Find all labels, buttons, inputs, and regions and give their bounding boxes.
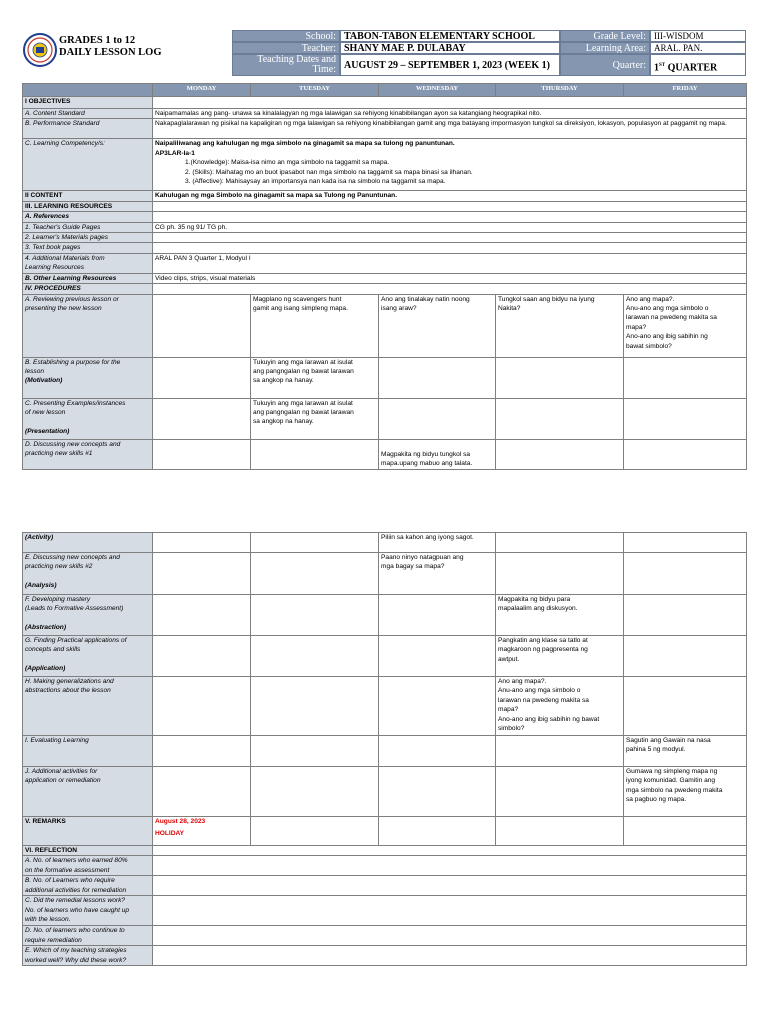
line: require remediation: [25, 936, 82, 944]
line: No. of learners who have caught up: [25, 906, 130, 914]
procedure-a-tuesday: [251, 294, 379, 357]
line: E. Which of my teaching strategies: [25, 947, 127, 955]
procedure-c-friday: [624, 398, 747, 439]
procedure-i-monday: [153, 736, 251, 767]
line: Anu-ano ang mga simbolo o: [626, 305, 709, 313]
day-wednesday: WEDNESDAY: [379, 84, 496, 97]
procedure-i-thursday: [496, 736, 624, 767]
procedure-a-wednesday: [379, 294, 496, 357]
procedure-g-row: [23, 636, 747, 677]
procedure-b-tuesday: [251, 357, 379, 398]
procedure-h-row: [23, 677, 747, 736]
reflection-a-value: [153, 856, 747, 876]
remarks-label: V. REMARKS: [23, 817, 153, 846]
textbook-blank: [153, 243, 747, 253]
grade-label: Grade Level:: [560, 30, 650, 42]
quarter-number: 1: [654, 62, 659, 74]
procedure-f-tuesday: [251, 595, 379, 636]
procedure-d-friday: [624, 439, 747, 469]
reflection-b-value: [153, 876, 747, 896]
procedure-b-label: [23, 357, 153, 398]
grade-value: III-WISDOM: [650, 30, 746, 42]
line: Ano ang tinalakay natin noong: [381, 295, 470, 303]
line: with the lesson.: [25, 916, 71, 924]
procedure-d-tuesday: [251, 439, 379, 469]
reflection-a-row: [23, 856, 747, 876]
procedure-c-monday: [153, 398, 251, 439]
school-label: School:: [232, 30, 340, 42]
procedure-g-wednesday: [379, 636, 496, 677]
line: concepts and skills: [25, 646, 81, 654]
procedure-b-monday: [153, 357, 251, 398]
procedure-d-monday: [153, 439, 251, 469]
procedure-b-wednesday: [379, 357, 496, 398]
reflection-heading: VI. REFLECTION: [23, 846, 153, 856]
lm-label: 2. Learner's Materials pages: [23, 233, 153, 243]
activity-thursday: [496, 533, 624, 553]
procedure-b-friday: [624, 357, 747, 398]
procedure-c-label: [23, 398, 153, 439]
line: Anu-ano ang mga simbolo o: [498, 687, 581, 695]
line: ang pangngalan ng bawat larawan: [253, 368, 354, 376]
line: D. Discussing new concepts and: [25, 440, 121, 448]
teacher-label: Teacher:: [232, 42, 340, 54]
procedure-f-thursday: [496, 595, 624, 636]
reflection-heading-blank: [153, 846, 747, 856]
line: Magplano ng scavengers hunt: [253, 295, 342, 303]
resources-heading: III. LEARNING RESOURCES: [23, 201, 153, 211]
procedure-c-row: [23, 398, 747, 439]
line: B. Establishing a purpose for the: [25, 358, 121, 366]
line: on the formative assessment: [25, 866, 110, 874]
line: abstractions about the lesson: [25, 687, 111, 695]
line: Ano ang mapa?.: [498, 678, 547, 685]
reflection-a-label: [23, 856, 153, 876]
references-label: A. References: [23, 212, 153, 222]
procedure-i-wednesday: [379, 736, 496, 767]
resources-heading-blank: [153, 201, 747, 211]
competency-row: [23, 139, 747, 191]
procedure-f-label: [23, 595, 153, 636]
line: (Presentation): [25, 427, 70, 435]
line: Pangkatin ang klase sa tatlo at: [498, 637, 588, 644]
procedure-g-tuesday: [251, 636, 379, 677]
activity-friday: [624, 533, 747, 553]
dates-label-line-1: Teaching Dates and: [257, 54, 336, 65]
procedure-e-monday: [153, 553, 251, 595]
line: bawat simbolo?: [626, 342, 672, 350]
competency-knowledge: 1.(Knowledge): Maisa-isa nimo an mga simbolo na taggamit sa mapa.: [185, 159, 390, 167]
other-resources-value: Video clips, strips, visual materials: [153, 273, 747, 283]
lesson-log-table-page-1: [22, 83, 747, 470]
procedure-g-thursday: [496, 636, 624, 677]
additional-materials-row: [23, 253, 747, 273]
procedure-a-label: [23, 294, 153, 357]
line: Gumawa ng simpleng mapa ng: [626, 768, 718, 775]
reflection-b-row: [23, 876, 747, 896]
area-value: ARAL. PAN.: [650, 42, 746, 54]
procedure-h-tuesday: [251, 677, 379, 736]
log-title: [59, 35, 162, 59]
procedure-b-row: [23, 357, 747, 398]
line: isang araw?: [381, 305, 417, 313]
line: Magpakita ng bidyu para: [498, 596, 571, 603]
line: larawan na pwedeng makita sa: [626, 314, 717, 322]
reflection-b-label: [23, 876, 153, 896]
content-row: [23, 191, 747, 201]
performance-standard-value: Nakapaglalarawan ng pisikal na kapaligiran ng mga lalawigan sa rehiyong kinabibilangan gamit ang mga batayang impormasyon tungkol sa direksiyon, lokasyon, populasyon at paggamit ng mapa.: [153, 119, 747, 139]
procedure-d-label: [23, 439, 153, 469]
reflection-e-label: [23, 946, 153, 966]
line: larawan na pwedeng makita sa: [498, 696, 589, 704]
procedure-h-monday: [153, 677, 251, 736]
procedure-f-monday: [153, 595, 251, 636]
line: (Application): [25, 665, 66, 673]
tg-row: [23, 222, 747, 232]
line: ang pangngalan ng bawat larawan: [253, 409, 354, 417]
days-corner: [23, 84, 153, 97]
procedure-i-friday: [624, 736, 747, 767]
line: G. Finding Practical applications of: [25, 637, 127, 644]
objectives-heading: I OBJECTIVES: [23, 97, 153, 109]
procedure-e-thursday: [496, 553, 624, 595]
competency-affective: 3. (Affective): Mahisaysay an importansya nan kada isa na simbolo na taggamit sa mapa.: [185, 178, 446, 186]
area-label: Learning Area:: [560, 42, 650, 54]
lm-blank: [153, 233, 747, 243]
holiday-date: August 28, 2023: [155, 818, 206, 825]
line: Ano-ano ang ibig sabihin ng: [626, 333, 708, 341]
line: Tungkol saan ang bidyu na iyung: [498, 295, 595, 303]
day-tuesday: TUESDAY: [251, 84, 379, 97]
remarks-tuesday: [251, 817, 379, 846]
procedure-f-row: [23, 595, 747, 636]
dll-header: [22, 29, 746, 77]
remarks-row: [23, 817, 747, 846]
content-standard-value: Naipamamalas ang pang- unawa sa kinalalagyan ng mga lalawigan sa rehiyong kinabibilangan ayon sa katangiang heograpikal nito.: [153, 109, 747, 119]
procedure-e-row: [23, 553, 747, 595]
procedure-e-label: [23, 553, 153, 595]
reflection-c-row: [23, 896, 747, 926]
competency-code: AP3LAR-Ia-1: [155, 149, 195, 157]
other-resources-label: B. Other Learning Resources: [23, 273, 153, 283]
activity-monday: [153, 533, 251, 553]
procedure-a-label-1: A. Reviewing previous lesson or: [25, 295, 119, 303]
line: C. Did the remedial lessons work?: [25, 897, 126, 905]
line: sa pagbuo ng mapa.: [626, 796, 687, 804]
quarter-label: Quarter:: [560, 54, 650, 76]
tg-value: CG ph. 35 ng 91/ TG ph.: [153, 222, 747, 232]
line: mapa?: [498, 706, 519, 714]
tg-label: 1. Teacher's Guide Pages: [23, 222, 153, 232]
quarter-suffix: ST: [659, 63, 666, 68]
activity-tuesday: [251, 533, 379, 553]
performance-standard-label: B. Performance Standard: [23, 119, 153, 139]
additional-label-line-2: Learning Resources: [25, 264, 85, 272]
line: mapalaalim ang diskusyon.: [498, 605, 578, 613]
line: J. Additional activities for: [25, 768, 98, 775]
line: F. Developing mastery: [25, 596, 91, 603]
days-row: [23, 84, 747, 97]
procedure-j-label: [23, 767, 153, 817]
procedure-e-tuesday: [251, 553, 379, 595]
line: additional activities for remediation: [25, 886, 127, 894]
procedure-h-wednesday: [379, 677, 496, 736]
line: Nakita?: [498, 305, 521, 313]
quarter-value: [650, 54, 746, 76]
performance-standard-row: [23, 119, 747, 139]
lm-row: [23, 233, 747, 243]
additional-label-line-1: 4. Additional Materials from: [25, 254, 105, 262]
competency-skills: 2. (Skills): Maihatag mo an buot ipasabot nan mga simbolo na taggamit sa mapa binasi sa ilhanan.: [185, 168, 473, 176]
dates-label-line-2: Time:: [312, 64, 336, 75]
procedure-j-row: [23, 767, 747, 817]
procedures-heading-blank: [153, 284, 747, 294]
reflection-c-label: [23, 896, 153, 926]
procedure-b-thursday: [496, 357, 624, 398]
line: Ano ang mapa?.: [626, 295, 675, 303]
objectives-heading-blank: [153, 97, 747, 109]
line: Tukuyin ang mga larawan at isulat: [253, 358, 353, 366]
day-thursday: THURSDAY: [496, 84, 624, 97]
references-row: [23, 212, 747, 222]
line: D. No. of learners who continue to: [25, 927, 125, 935]
procedure-f-friday: [624, 595, 747, 636]
procedure-d-wednesday: [379, 439, 496, 469]
line: mga bagay sa mapa?: [381, 563, 445, 571]
procedures-heading: IV. PROCEDURES: [23, 284, 153, 294]
day-monday: MONDAY: [153, 84, 251, 97]
line: B. No. of Learners who require: [25, 877, 115, 885]
line: (Abstraction): [25, 624, 67, 632]
line: mga simbolo na pwedeng makita: [626, 786, 723, 794]
reflection-heading-row: [23, 846, 747, 856]
dates-value: AUGUST 29 – SEPTEMBER 1, 2023 (WEEK 1): [340, 54, 560, 76]
reflection-d-label: [23, 926, 153, 946]
content-standard-label: A. Content Standard: [23, 109, 153, 119]
procedures-heading-row: [23, 284, 747, 294]
remarks-wednesday: [379, 817, 496, 846]
line: mapa.upang mabuo ang talata.: [381, 460, 473, 468]
textbook-label: 3. Text book pages: [23, 243, 153, 253]
remarks-thursday: [496, 817, 624, 846]
line: awtput.: [498, 655, 520, 663]
reflection-e-value: [153, 946, 747, 966]
line: E. Discussing new concepts and: [25, 554, 120, 561]
procedure-j-monday: [153, 767, 251, 817]
procedure-d-row: [23, 439, 747, 469]
line: (Motivation): [25, 377, 63, 385]
procedure-h-thursday: [496, 677, 624, 736]
procedure-j-wednesday: [379, 767, 496, 817]
procedure-e-wednesday: [379, 553, 496, 595]
line: (Analysis): [25, 582, 57, 590]
line: Paano ninyo natagpuan ang: [381, 554, 464, 561]
textbook-row: [23, 243, 747, 253]
activity-label: (Activity): [23, 533, 153, 553]
competency-label: C. Learning Competency/s:: [23, 139, 153, 191]
procedure-h-friday: [624, 677, 747, 736]
content-value: Kahulugan ng mga Simbolo na ginagamit sa mapa sa Tulong ng Panuntunan.: [153, 191, 747, 201]
line: practicing new skills #1: [25, 450, 93, 458]
procedure-a-friday: [624, 294, 747, 357]
procedure-h-label: [23, 677, 153, 736]
procedure-i-tuesday: [251, 736, 379, 767]
day-friday: FRIDAY: [624, 84, 747, 97]
line: of new lesson: [25, 409, 66, 417]
holiday-label: HOLIDAY: [155, 830, 185, 838]
line: A. No. of learners who earned 80%: [25, 857, 128, 865]
objectives-heading-row: [23, 97, 747, 109]
line: Ano-ano ang ibig sabihin ng bawat: [498, 715, 600, 723]
procedure-f-wednesday: [379, 595, 496, 636]
line: iyong komunidad. Gamitin ang: [626, 777, 716, 785]
procedure-i-row: [23, 736, 747, 767]
lesson-log-table-page-2: [22, 532, 747, 966]
procedure-a-thursday: [496, 294, 624, 357]
procedure-j-friday: [624, 767, 747, 817]
references-blank: [153, 212, 747, 222]
procedure-a-label-2: presenting the new lesson: [25, 305, 102, 313]
content-standard-row: [23, 109, 747, 119]
procedure-a-monday: [153, 294, 251, 357]
additional-materials-label: [23, 253, 153, 273]
line: practicing new skills #2: [25, 563, 93, 571]
procedure-c-wednesday: [379, 398, 496, 439]
line: application or remediation: [25, 777, 101, 785]
line: worked well? Why did these work?: [25, 956, 127, 964]
activity-row: [23, 533, 747, 553]
line: Magpakita ng bidyu tungkol sa: [381, 450, 471, 458]
line: sa angkop na hanay.: [253, 377, 314, 385]
title-line-1: GRADES 1 to 12: [59, 35, 136, 46]
procedure-j-tuesday: [251, 767, 379, 817]
line: sa angkop na hanay.: [253, 418, 314, 426]
procedure-c-thursday: [496, 398, 624, 439]
line: Sagutin ang Gawain na nasa: [626, 737, 711, 744]
line: gamit ang isang simpleng mapa.: [253, 305, 348, 313]
reflection-c-value: [153, 896, 747, 926]
activity-wednesday: Piliin sa kahon ang iyong sagot.: [379, 533, 496, 553]
line: magkaroon ng pagpresenta ng: [498, 646, 588, 654]
title-line-2: DAILY LESSON LOG: [59, 47, 162, 58]
procedure-c-tuesday: [251, 398, 379, 439]
procedure-g-monday: [153, 636, 251, 677]
competency-main: Naipaliliwanag ang kahulugan ng mga simbolo na ginagamit sa mapa sa tulong ng panuntunan.: [155, 140, 455, 148]
line: lesson: [25, 368, 45, 376]
content-heading: II CONTENT: [23, 191, 153, 201]
line: H. Making generalizations and: [25, 678, 114, 685]
procedure-d-thursday: [496, 439, 624, 469]
line: (Leads to Formative Assessment): [25, 605, 124, 613]
resources-heading-row: [23, 201, 747, 211]
school-value: TABON-TABON ELEMENTARY SCHOOL: [340, 30, 560, 42]
reflection-d-row: [23, 926, 747, 946]
procedure-i-label: I. Evaluating Learning: [23, 736, 153, 767]
procedure-a-row: [23, 294, 747, 357]
quarter-text: QUARTER: [665, 62, 718, 74]
procedure-e-friday: [624, 553, 747, 595]
remarks-friday: [624, 817, 747, 846]
remarks-monday: [153, 817, 251, 846]
procedure-g-friday: [624, 636, 747, 677]
competency-value: [153, 139, 747, 191]
line: C. Presenting Examples/instances: [25, 399, 126, 407]
line: simbolo?: [498, 725, 525, 733]
reflection-e-row: [23, 946, 747, 966]
procedure-j-thursday: [496, 767, 624, 817]
teacher-value: SHANY MAE P. DULABAY: [340, 42, 560, 54]
dates-label: [232, 54, 340, 76]
additional-materials-value: ARAL PAN 3 Quarter 1, Modyul I: [153, 253, 747, 273]
line: Tukuyin ang mga larawan at isulat: [253, 399, 353, 407]
line: mapa?: [626, 323, 647, 331]
line: pahina 5 ng modyul.: [626, 746, 686, 754]
procedure-g-label: [23, 636, 153, 677]
reflection-d-value: [153, 926, 747, 946]
other-resources-row: [23, 273, 747, 283]
